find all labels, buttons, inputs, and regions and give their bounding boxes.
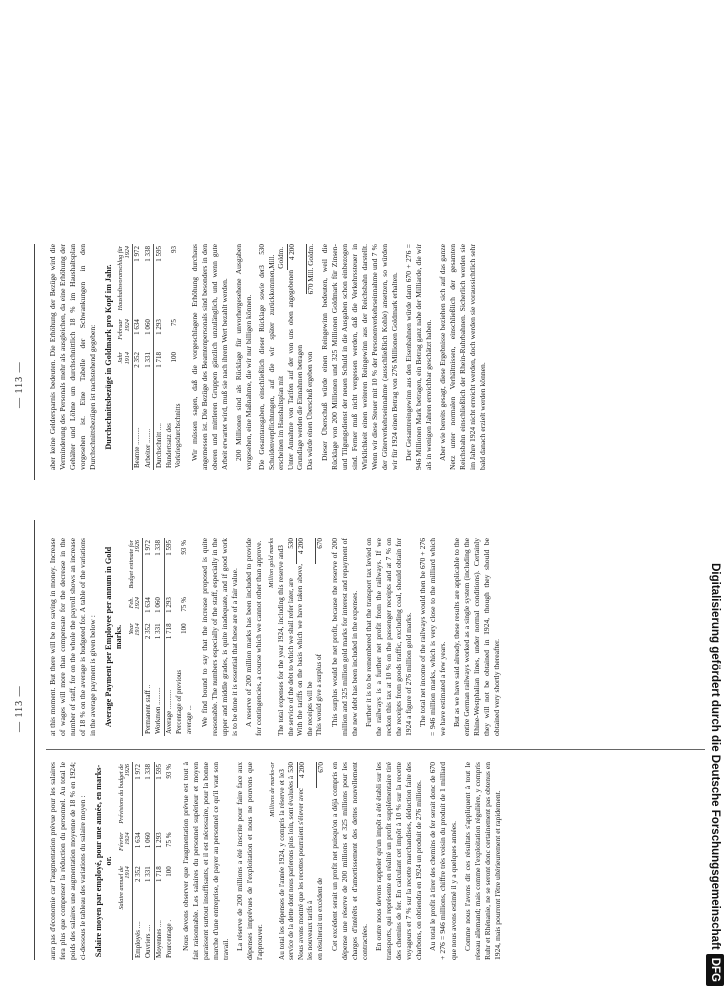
- table-row: Percentage of previous average ... 100 75 % 93 %: [175, 540, 193, 734]
- paragraph: The total net income of the railways would then be 670 + 276 = 946 million marks, which is very close to the milliard which we have estimated a few years.: [417, 538, 447, 736]
- calc-value: 3 530: [277, 762, 296, 773]
- table-heading: Durchschnittsbezüge in Goldmark pro Kopf im Jahr.: [104, 264, 114, 450]
- table-row: Hundertsatz des Vorkriegsdurchschnitts 100 75 93: [165, 246, 183, 468]
- calc-unit: Million gold marks: [268, 538, 276, 588]
- table-header-cell: Feb. 1924: [129, 595, 143, 621]
- calc-label: Au total les dépenses de l'année 1924, y compris la réserve et le service de la dette dont nous parlerons plus loin, sont évaluées à: [277, 772, 296, 960]
- paragraph: Dieser Überschuß würde einen Reingewinn bedeuten, weil die Rücklage von 200 Millionen und 325 Millionen Goldmark für Zinsen- und Tilgungsdienst der neuen Schuld in die Ausgaben schon einbezogen sind. Ferner muß nicht vergessen werden, daß die Verkehrssteuer in Wirklichkeit einen weiteren Reingewinn aus der Reichsbahn darstellt. Wenn wir diese Steuer mit 10 % der Personenverkehrseinnahme und 7 % der Güterverkehrseinnahme (ausschließlich Kohle) ansetzen, so würden wir für 1924 einen Betrag von 276 Millionen Goldmark erhalten.: [320, 244, 400, 470]
- table-row: Permanent staff .. 2 352 1 634 1 972: [143, 540, 152, 734]
- table-header-cell: Budget estimate for 1926: [129, 538, 143, 595]
- table-header-cell: Februar 1924: [118, 317, 132, 350]
- calc-label: Die Gesamtausgaben, einschließlich dieser Rücklage sowie der Schuldenverpflichtungen, auf die wir später zurückkommen, erscheinen im Haushaltsplan mit: [258, 268, 286, 470]
- calc-value: 670 Mill. Goldm.: [306, 244, 315, 295]
- table-row: Moyennes .... 1 718 1 293 1 595: [155, 764, 164, 958]
- calc-value: 670: [316, 762, 327, 788]
- table-header-cell: Haushaltsvoranschlag für 1924: [118, 244, 132, 317]
- paragraph: Wir müssen sagen, daß die vorgeschlagene Erhöhung durchaus angemessen ist. Die Bezüge des Beamtenpersonals sind besonders in den oberen und mittleren Gruppen gänzlich unzulänglich, und wenn gute Arbeit erwartet wird, muß sie nach ihrem Wert bezahlt werden.: [190, 244, 230, 470]
- header-rule-left: [34, 520, 35, 960]
- table-row: Pourcentage . 100 75 % 93 %: [165, 764, 174, 958]
- paragraph: But as we have said already, these results are applicable to the entire German railways worked as a single system (including the Rhine-Westphalian lines, under normal conditions). Certainly they will not be obtained in 1924, though they should be obtained very shortly thereafter.: [451, 538, 501, 736]
- calc-label: This would give a surplus of: [315, 653, 324, 736]
- dfg-watermark: [706, 6, 724, 998]
- paragraph: A reserve of 200 million marks has been included to provide for contingencies, a course which we cannot other than approve.: [244, 538, 264, 736]
- salary-table-french: [119, 762, 176, 960]
- paragraph: Nous devons observer que l'augmentation prévue est tout à fait raisonnable. Les salaires du personnel supérieur et moyen paraissent surtout insuffisants, et il est nécessaire, pour la bonne marche d'une entreprise, de payer au personnel ce qu'il vaut son travail.: [181, 762, 231, 960]
- page-number-right: — 113 —: [14, 361, 25, 408]
- calc-unit: Millions de marks-or: [269, 762, 277, 817]
- table-header-cell: Février 1924: [119, 830, 133, 864]
- table-header-cell: Prévisions du budget de 1926: [119, 762, 133, 830]
- watermark-label: Digitalisierung gefördert durch die Deutsche Forschungsgemeinschaft: [709, 563, 721, 950]
- paragraph: aber keine Geldersparnis bedeuten. Die Erhöhung der Bezüge wird die Verminderung des Personals mehr als ausgleichen, da eine Erhöhung der Gehälter und Löhne um durchschnittlich 18 % im Haushaltsplan vorgesehen ist. Eine Tabelle der Schwankungen in den Durchschnittsbezügen ist nachstehend gegeben:: [48, 244, 98, 470]
- calc-value: 4 200: [297, 762, 316, 788]
- table-row: Beamte .......... 2 352 1 634 1 972: [133, 246, 142, 468]
- calc-label: The total expenses for the year 1924, including this reserve and the service of the debt to which we shall refer later, are: [277, 548, 295, 736]
- paragraph: La réserve de 200 millions a été inscrite pour faire face aux dépenses imprévues de l'exploitation et nous ne pouvons que l'approuver.: [235, 762, 265, 960]
- table-row: Average ........... 1 718 1 293 1 595: [165, 540, 174, 734]
- calc-label: Nous avons montré que les recettes pourraient s'élever avec les nouveaux tarifs à: [296, 788, 315, 960]
- calc-label: Das würde einen Überschuß ergeben von: [305, 351, 314, 470]
- paragraph: Aber wie bereits gesagt, diese Ergebnisse beziehen sich auf das ganze Netz unter normalen Verhältnissen, einschließlich der gesamten Reichsbahn einschließlich der Rhein-Ruhrbahnen. Sicherlich werden sie im Jahre 1924 nicht erreicht werden, doch werden sie voraussichtlich sehr bald danach erzielt werden können.: [438, 244, 488, 470]
- table-row: Employés .... 2 352 1 634 1 972: [133, 764, 142, 958]
- paragraph: This surplus would be net profit, because the reserve of 200 million and 325 million gold marks for interest and repayment of the new debt has been included in the expenses.: [329, 538, 359, 736]
- paragraph: 200 Millionen sind als Rücklage für unvorhergesehene Ausgaben vorgesehen, eine Maßnahme, die wir nur billigen können.: [234, 244, 254, 470]
- table-heading: Salaire moyen par employé, pour une année, en marks-or.: [94, 764, 114, 958]
- paragraph: We find bound to say that the increase proposed is quite reasonable. The numbers especially of the staff, especially in the upper and middle grades, is quite inadequate, and if good work is to be done it is essential that these are of a fair value.: [200, 538, 240, 736]
- paragraph: Au total le profit à tirer des chemins de fer serait donc de 670 + 276 = 946 millions, chiffre très voisin du produit de 1 milliard que nous avons estimé il y a quelques années.: [428, 762, 458, 960]
- salary-table-english: [129, 538, 195, 736]
- calc-value: 3 530 Mill. Goldm.: [258, 244, 286, 269]
- table-row: Arbeiter ........ 1 331 1 060 1 338: [143, 246, 152, 468]
- salary-table-german: [118, 244, 184, 470]
- paragraph: Further it is to be remembered that the transport tax levied on the railways is a further net profit from the railways. If we reckon this tax at 10 % on the passenger receipts and at 7 % on the receipts from goods traffic, excluding coal, should obtain for 1924 a figure of 276 million gold marks.: [363, 538, 413, 736]
- column-divider: [46, 749, 705, 750]
- calc-value: 3 530: [277, 538, 295, 549]
- table-row: Workmen .......... 1 331 1 060 1 338: [153, 540, 162, 734]
- paragraph: at this moment. But there will be no saving in money. Increase of wages will more than compensate for the decrease in the number of staff, for on the whole the payroll shows an increase of 18 % on the average is budgeted for. A table of the variations in the average payment is given below :: [48, 538, 98, 736]
- calc-label: en résulterait un excédent de: [315, 877, 324, 960]
- table-header-cell: Salaire annuel de 1914: [119, 864, 133, 918]
- table-row: Ouvriers .... 1 331 1 060 1 338: [143, 764, 152, 958]
- paragraph: aura pas d'économie car l'augmentation prévue pour les salaires fera plus que compenser la réduction du personnel. Au total le poids des salaires une augmentation moyenne de 18 % en 1924; ci-dessous le tableau des variations du salaire moyen :: [48, 762, 88, 960]
- column-french: [48, 762, 507, 960]
- budget-calculation: [258, 244, 316, 470]
- budget-calculation: [269, 762, 326, 960]
- watermark-text: [706, 6, 724, 986]
- calc-label: Unter Annahme von Tarifen auf der von uns oben angegebenen Grundlage werden die Einnahmen betragen: [286, 270, 305, 470]
- table-row: Durchschnitt .... 1 718 1 293 1 595: [154, 246, 163, 468]
- paragraph: Der Gesamtreingewinn aus den Eisenbahnen würde dann 670 + 276 = 946 Millionen Mark betragen, ein Betrag ganz nahe der Milliarde, die wir als in wenigen Jahren erreichbar geschätzt haben.: [404, 244, 434, 470]
- dfg-logo-badge: DFG: [706, 954, 724, 986]
- table-header-cell: Year 1914: [129, 621, 143, 647]
- column-english: [48, 538, 506, 736]
- calc-value: 670: [315, 538, 326, 564]
- paragraph: Comme nous l'avons dit ces résultats s'appliquent à tout le réseau allemand; mais comme l'exploitation régulière, y compris Ruhr et Rhénanie, ne se seront donc certainement pas obtenus en 1924, mais pourront l'être ultérieurement et rapidement.: [462, 762, 502, 960]
- calc-value: 4 200: [296, 538, 315, 564]
- page-number-left: — 113 —: [14, 685, 25, 732]
- paragraph: En outre nous devons rappeler qu'un impôt a été établi sur les transports, qui représente en réalité un profit supplémentaire tiré des chemins de fer. En calculant cet impôt à 10 % sur la recette voyageurs et 7 % sur la recette marchandises, déduction faite des charbons, on obtiendra en 1924 un produit de 276 millions.: [374, 762, 424, 960]
- table-heading: Average Payment per Employee per annum in Gold marks.: [104, 546, 124, 728]
- header-rule-right: [34, 244, 35, 480]
- calc-label: With the tariffs on the basis which we have taken above, the receipts will be: [296, 564, 314, 736]
- paragraph: Cet excédent serait un profit net puisqu'on a déjà compris en dépense une réserve de 200 millions et 325 millions pour les charges d'intérêts et d'amortissement des dettes nouvellement contractées.: [330, 762, 370, 960]
- table-header-cell: Jahr 1914: [118, 350, 132, 374]
- calc-value: 4 200: [287, 244, 306, 270]
- column-german: [48, 244, 492, 470]
- budget-calculation: [268, 538, 325, 736]
